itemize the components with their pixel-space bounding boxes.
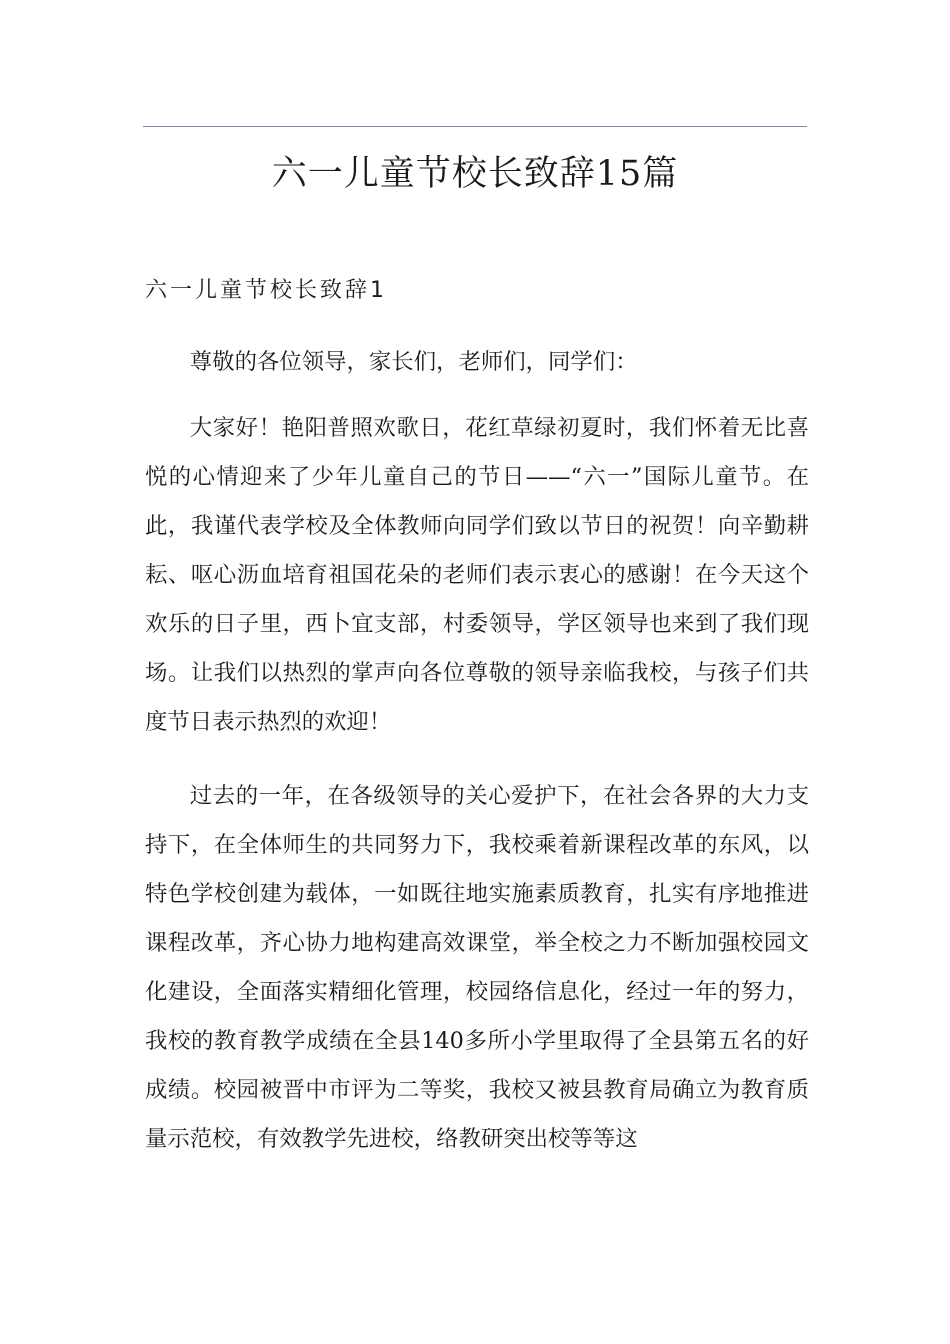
salutation-paragraph: 尊敬的各位领导，家长们，老师们，同学们：	[189, 349, 638, 375]
section-heading: 六一儿童节校长致辞1	[145, 278, 387, 303]
header-divider	[143, 126, 807, 127]
body-paragraph: 过去的一年，在各级领导的关心爱护下，在社会各界的大力支持下，在全体师生的共同努力下，我校乘着新课程改革的东风，以特色学校创建为载体，一如既往地实施素质教育，扎实有序地推进课程改革，齐心协力地构建高效课堂，举全校之力不断加强校园文化建设，全面落实精细化管理，校园络信息化，经过一年的努力，我校的教育教学成绩在全县140多所小学里取得了全县第五名的好成绩。校园被晋中市评为二等奖，我校又被县教育局确立为教育质量示范校，有效教学先进校，络教研突出校等等这	[145, 783, 809, 1152]
document-title: 六一儿童节校长致辞15篇	[271, 154, 679, 194]
body-paragraph: 大家好！艳阳普照欢歌日，花红草绿初夏时，我们怀着无比喜悦的心情迎来了少年儿童自己的节日——“六一”国际儿童节。在此，我谨代表学校及全体教师向同学们致以节日的祝贺！向辛勤耕耘、呕心沥血培育祖国花朵的老师们表示衷心的感谢！在今天这个欢乐的日子里，西卜宜支部，村委领导，学区领导也来到了我们现场。让我们以热烈的掌声向各位尊敬的领导亲临我校，与孩子们共度节日表示热烈的欢迎！	[145, 415, 809, 735]
